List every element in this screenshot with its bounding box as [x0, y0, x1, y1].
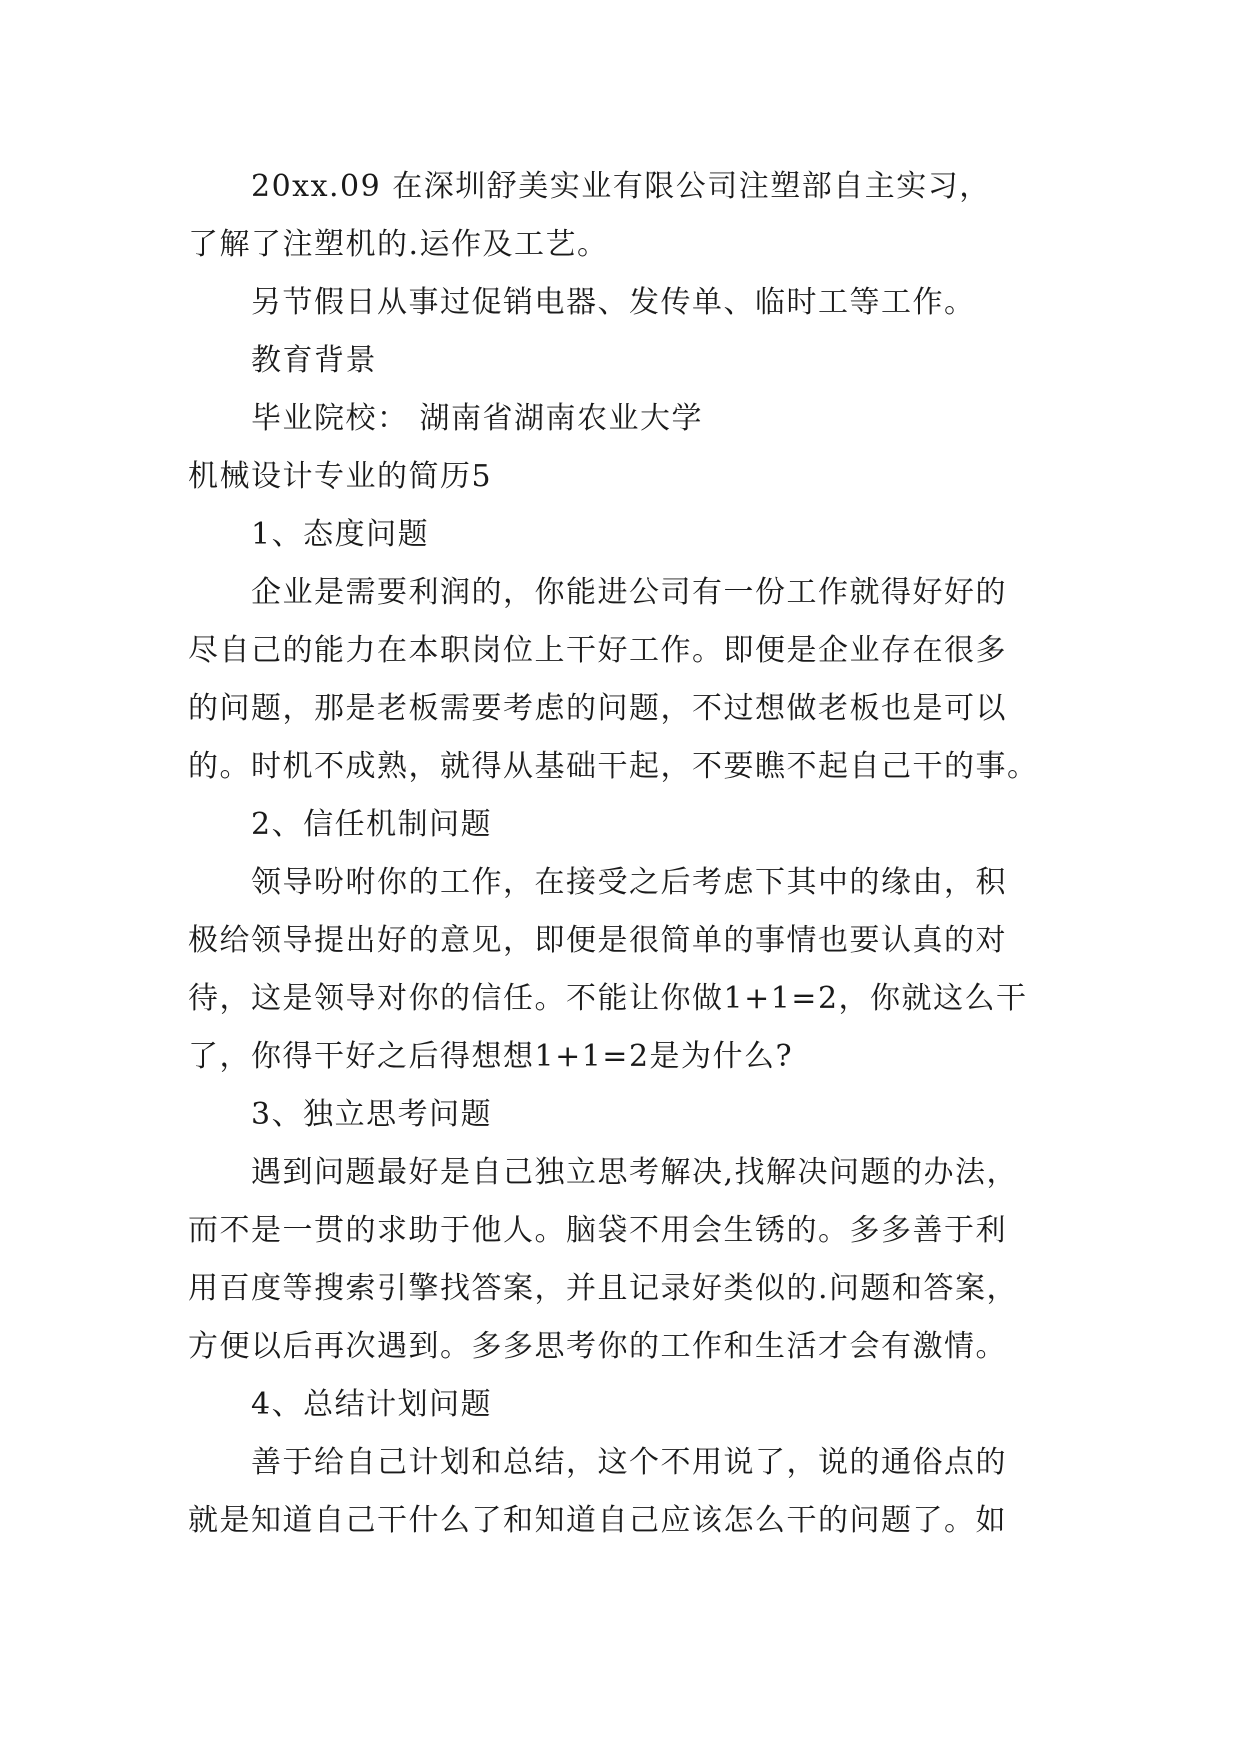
paragraph-line: 领导吩咐你的工作，在接受之后考虑下其中的缘由，积 — [251, 865, 1007, 900]
paragraph-line: 了解了注塑机的.运作及工艺。 — [188, 227, 609, 262]
resume-title: 机械设计专业的简历5 — [188, 459, 493, 494]
graduate-school-line: 毕业院校： 湖南省湖南农业大学 — [251, 401, 704, 436]
paragraph-line: 而不是一贯的求助于他人。脑袋不用会生锈的。多多善于利 — [188, 1213, 1007, 1248]
paragraph-line: 方便以后再次遇到。多多思考你的工作和生活才会有激情。 — [188, 1329, 1007, 1364]
paragraph-line: 另节假日从事过促销电器、发传单、临时工等工作。 — [251, 285, 976, 320]
section-heading-attitude: 1、态度问题 — [251, 517, 430, 552]
section-heading-education: 教育背景 — [251, 343, 377, 378]
paragraph-line: 善于给自己计划和总结，这个不用说了，说的通俗点的 — [251, 1445, 1007, 1480]
paragraph-line: 了，你得干好之后得想想1+1=2是为什么? — [188, 1039, 794, 1074]
paragraph-line: 用百度等搜索引擎找答案，并且记录好类似的.问题和答案， — [188, 1271, 1019, 1306]
section-heading-trust: 2、信任机制问题 — [251, 807, 493, 842]
section-heading-thinking: 3、独立思考问题 — [251, 1097, 493, 1132]
section-heading-summary: 4、总结计划问题 — [251, 1387, 493, 1422]
paragraph-line: 尽自己的能力在本职岗位上干好工作。即便是企业存在很多 — [188, 633, 1007, 668]
paragraph-line: 企业是需要利润的，你能进公司有一份工作就得好好的 — [251, 575, 1007, 610]
paragraph-line: 就是知道自己干什么了和知道自己应该怎么干的问题了。如 — [188, 1503, 1007, 1538]
paragraph-line: 的。时机不成熟，就得从基础干起，不要瞧不起自己干的事。 — [188, 749, 1039, 784]
paragraph-line: 待，这是领导对你的信任。不能让你做1+1=2，你就这么干 — [188, 981, 1028, 1016]
document-page — [188, 158, 1068, 1550]
paragraph-line: 20xx.09 在深圳舒美实业有限公司注塑部自主实习， — [251, 169, 991, 204]
paragraph-line: 极给领导提出好的意见，即便是很简单的事情也要认真的对 — [188, 923, 1007, 958]
paragraph-line: 遇到问题最好是自己独立思考解决,找解决问题的办法， — [251, 1155, 1019, 1190]
paragraph-line: 的问题，那是老板需要考虑的问题，不过想做老板也是可以 — [188, 691, 1007, 726]
